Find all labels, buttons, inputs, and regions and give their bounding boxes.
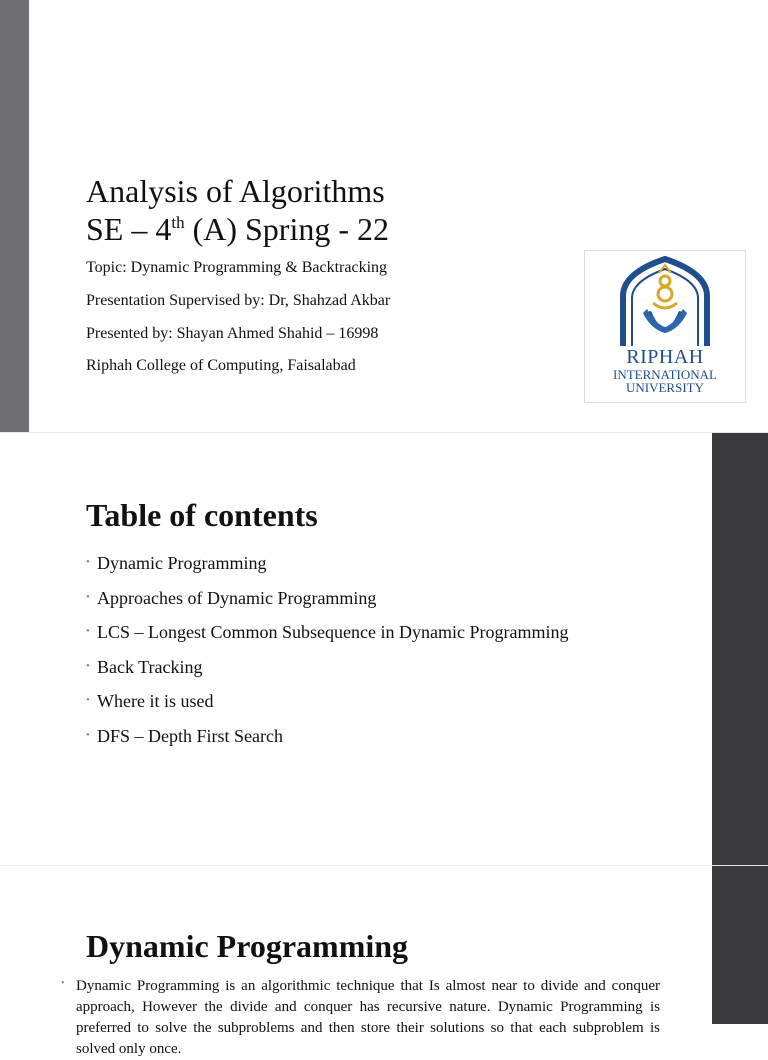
toc-item-label: Back Tracking bbox=[97, 656, 203, 677]
toc-item-label: Dynamic Programming bbox=[97, 553, 267, 573]
toc-item bbox=[86, 551, 568, 586]
bullet-icon: • bbox=[86, 694, 90, 707]
supervisor-text: Presentation Supervised by: Dr, Shahzad Akbar bbox=[86, 292, 391, 309]
title-line-1: Analysis of Algorithms bbox=[86, 173, 385, 209]
toc-heading: Table of contents bbox=[86, 497, 318, 533]
bullet-icon: • bbox=[86, 625, 90, 638]
logo-name: RIPHAH bbox=[626, 346, 704, 368]
university-logo bbox=[584, 250, 746, 403]
toc-item bbox=[86, 689, 568, 724]
bullet-icon: • bbox=[86, 728, 90, 741]
right-accent-bar bbox=[712, 866, 768, 1024]
toc-list bbox=[86, 551, 568, 759]
toc-item bbox=[86, 586, 568, 621]
dp-slide bbox=[0, 866, 768, 1057]
topic-text: Topic: Dynamic Programming & Backtracking bbox=[86, 259, 388, 276]
toc-item-label: LCS – Longest Common Subsequence in Dynamic Programming bbox=[97, 622, 569, 643]
title-slide bbox=[0, 0, 768, 432]
title-line-2-prefix: SE – 4 bbox=[86, 211, 172, 247]
bullet-icon: • bbox=[86, 590, 90, 603]
dp-heading: Dynamic Programming bbox=[86, 928, 409, 964]
title-line-2-superscript: th bbox=[171, 213, 185, 232]
toc-item bbox=[86, 655, 568, 690]
title-line-2-suffix: (A) Spring - 22 bbox=[184, 211, 389, 247]
toc-item-label: DFS – Depth First Search bbox=[97, 725, 283, 746]
toc-slide bbox=[0, 433, 768, 865]
toc-item-label: Where it is used bbox=[97, 691, 214, 712]
logo-line-2: INTERNATIONAL bbox=[613, 367, 717, 382]
toc-item-label: Approaches of Dynamic Programming bbox=[97, 587, 377, 608]
logo-line-3: UNIVERSITY bbox=[626, 380, 704, 395]
right-accent-bar bbox=[712, 433, 768, 865]
toc-item bbox=[86, 724, 568, 759]
bullet-icon: • bbox=[86, 659, 90, 672]
slide-title bbox=[86, 172, 389, 248]
bullet-icon: • bbox=[61, 978, 65, 989]
logo-emblem-icon bbox=[585, 251, 745, 351]
left-accent-bar bbox=[0, 0, 29, 432]
bullet-icon: • bbox=[86, 556, 90, 568]
college-text: Riphah College of Computing, Faisalabad bbox=[86, 357, 356, 374]
toc-item bbox=[86, 620, 568, 655]
dp-paragraph: Dynamic Programming is an algorithmic technique that Is almost near to divide and conquer approach, However the divide and conquer has recursive nature. Dynamic Programming is preferred to solve the subproblems and then store their solutions so that each subproblem is solved only once. bbox=[76, 978, 660, 1057]
presenter-text: Presented by: Shayan Ahmed Shahid – 16998 bbox=[86, 325, 379, 342]
